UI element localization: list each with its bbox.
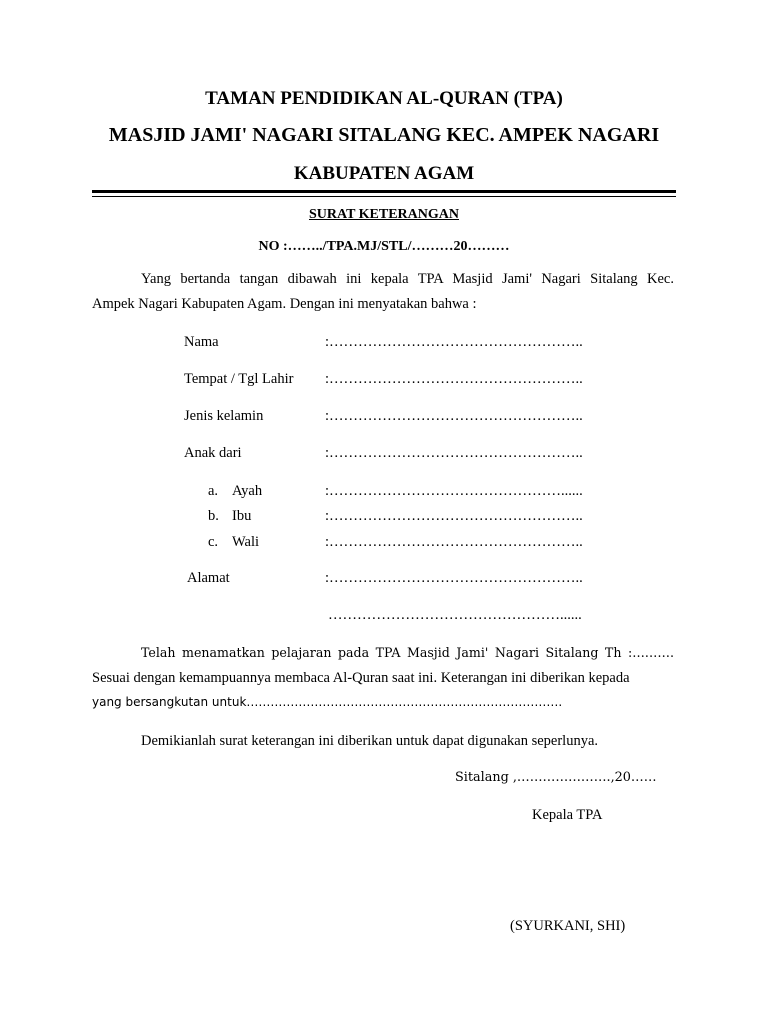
signature-name: (SYURKANI, SHI) (510, 918, 626, 934)
body-line-1: Telah menamatkan pelajaran pada TPA Masjid Jami' Nagari Sitalang Th :………. (141, 645, 674, 660)
body-line-2: Sesuai dengan kemampuannya membaca Al-Quran saat ini. Keterangan ini diberikan kepada (92, 670, 630, 686)
field-blank-nama: :…………………………………………….. (325, 334, 583, 350)
sub-letter-wali: c. (208, 534, 219, 550)
sub-letter-ayah: a. (208, 483, 219, 499)
field-blank-ibu: :…………………………………………….. (325, 508, 583, 524)
field-label-ayah: Ayah (232, 483, 263, 499)
signature-place-date: Sitalang ,………………….,20…… (455, 770, 657, 785)
field-label-nama: Nama (184, 334, 219, 350)
body-line-4: Demikianlah surat keterangan ini diberikan untuk dapat digunakan seperlunya. (141, 733, 599, 749)
document-number: NO :……../TPA.MJ/STL/………20……… (258, 239, 510, 254)
field-blank-ttl: :…………………………………………….. (325, 371, 583, 387)
field-label-anak-dari: Anak dari (184, 445, 242, 461)
field-blank-jenis-kelamin: :…………………………………………….. (325, 408, 583, 424)
field-blank-wali: :…………………………………………….. (325, 534, 583, 550)
field-blank-ayah: :…………………………………………...... (325, 483, 583, 499)
header-rule-thick (92, 190, 676, 193)
field-label-alamat: Alamat (187, 570, 230, 586)
field-label-ibu: Ibu (232, 508, 252, 524)
header-regency: KABUPATEN AGAM (293, 163, 475, 184)
field-blank-alamat: :…………………………………………….. (325, 570, 583, 586)
intro-line-2: Ampek Nagari Kabupaten Agam. Dengan ini menyatakan bahwa : (92, 296, 477, 312)
intro-line-1: Yang bertanda tangan dibawah ini kepala TPA Masjid Jami' Nagari Sitalang Kec. (141, 271, 674, 287)
field-label-wali: Wali (232, 534, 260, 550)
header-mosque: MASJID JAMI' NAGARI SITALANG KEC. AMPEK NAGARI (108, 124, 660, 146)
field-label-ttl: Tempat / Tgl Lahir (184, 371, 294, 387)
header-institution: TAMAN PENDIDIKAN AL-QURAN (TPA) (205, 88, 563, 109)
document-title: SURAT KETERANGAN (308, 207, 459, 222)
field-label-jenis-kelamin: Jenis kelamin (184, 408, 264, 424)
signature-role: Kepala TPA (532, 807, 603, 823)
sub-letter-ibu: b. (208, 508, 219, 524)
body-line-3: yang bersangkutan untuk……………………………………………………………………. (92, 695, 563, 709)
field-blank-alamat-cont: …………………………………………...... (328, 607, 582, 623)
header-rule-thin (92, 196, 676, 197)
field-blank-anak-dari: :…………………………………………….. (325, 445, 583, 461)
